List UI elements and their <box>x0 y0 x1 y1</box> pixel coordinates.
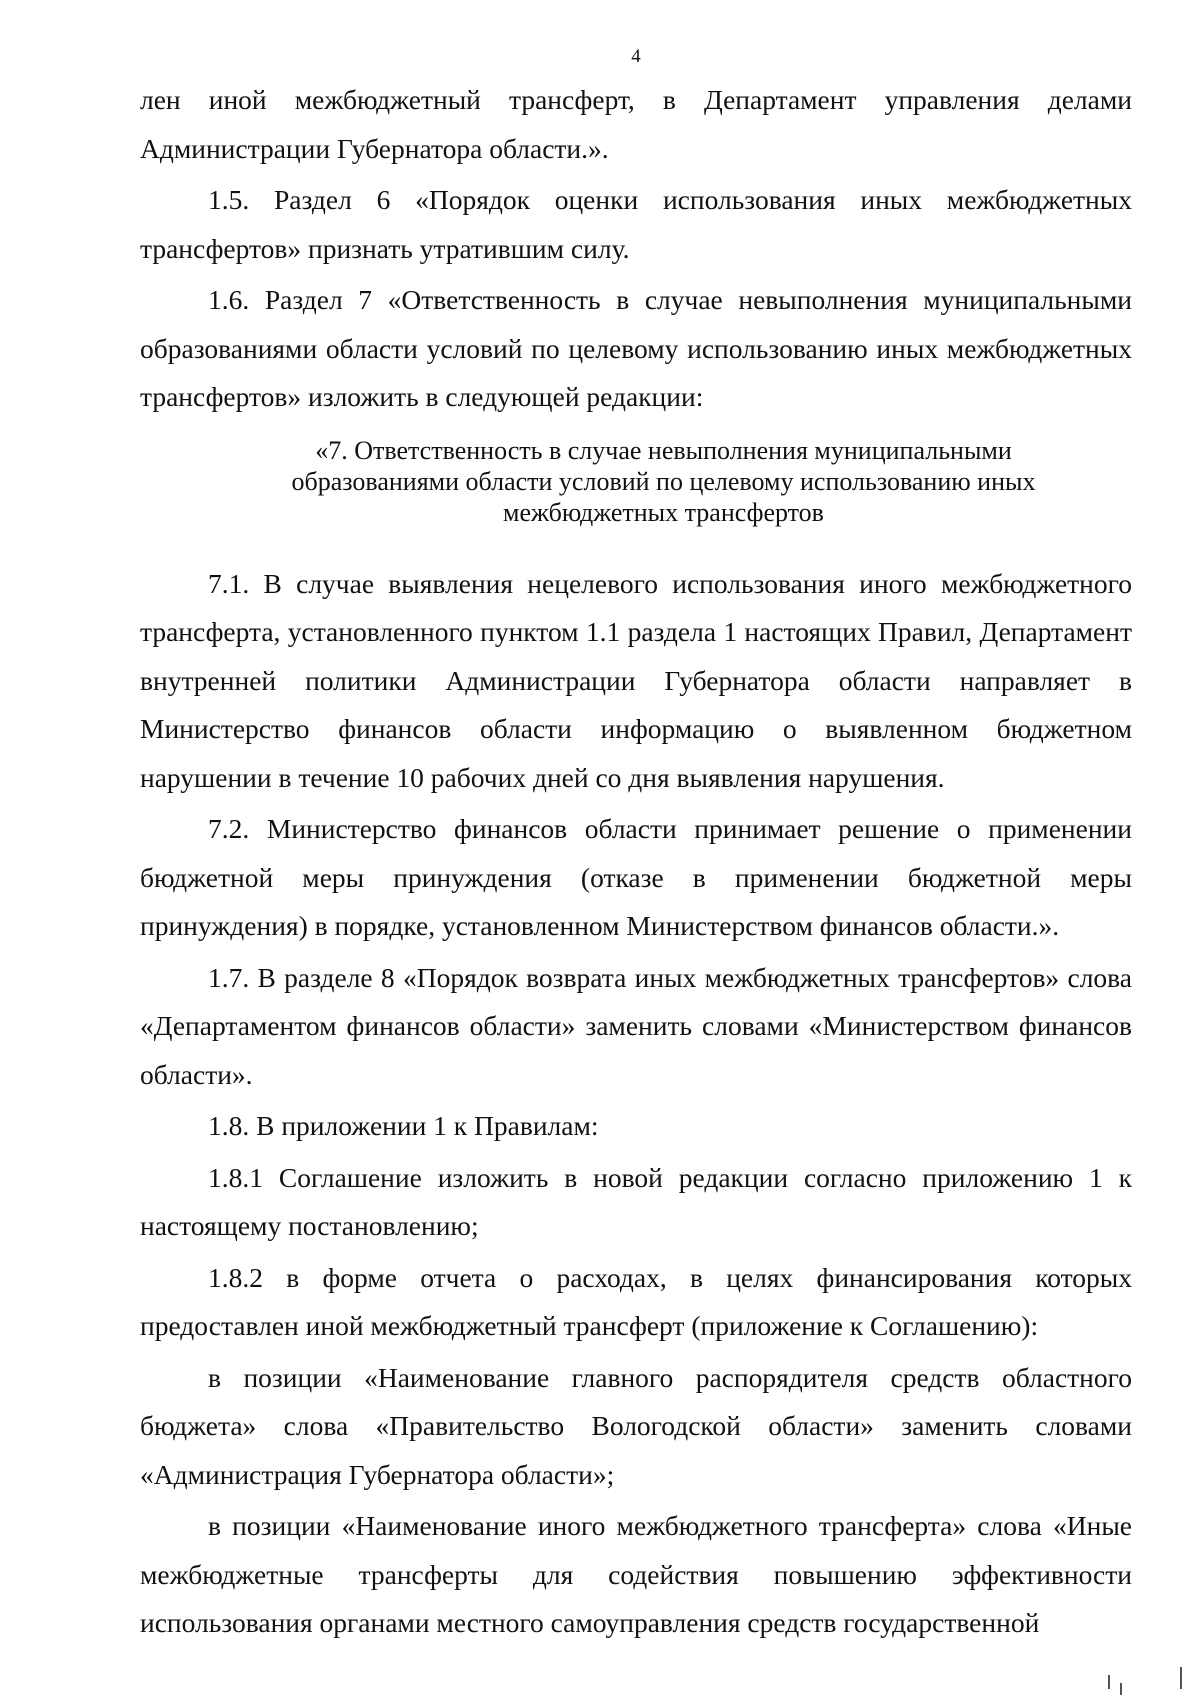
scan-mark <box>1120 1683 1122 1695</box>
paragraph-1-8: 1.8. В приложении 1 к Правилам: <box>208 1110 599 1141</box>
scan-mark <box>1108 1675 1110 1689</box>
paragraph-position-2: в позиции «Наименование иного межбюджетного трансферта» слова «Иные межбюджетные трансферты для содействия повышению эффективности использования органами местного самоуправления средств государственной <box>140 1510 1132 1638</box>
paragraph-1-8-1: 1.8.1 Соглашение изложить в новой редакции согласно приложению 1 к настоящему постановлению; <box>140 1161 1132 1241</box>
document-body <box>140 76 1132 1648</box>
paragraph-7-1: 7.1. В случае выявления нецелевого использования иного межбюджетного трансферта, установленного пунктом 1.1 раздела 1 настоящих Правил, Департамент внутренней политики Администрации Губернатора области направляет в Министерство финансов области информацию о выявленном бюджетном нарушении в течение 10 рабочих дней со дня выявления нарушения. <box>140 567 1132 793</box>
paragraph-continuation: лен иной межбюджетный трансферт, в Департамент управления делами Администрации Губернатора области.». <box>140 84 1132 164</box>
page-number: 4 <box>631 46 641 67</box>
paragraph-1-7: 1.7. В разделе 8 «Порядок возврата иных межбюджетных трансфертов» слова «Департаментом финансов области» заменить словами «Министерством финансов области». <box>140 961 1132 1090</box>
scan-mark <box>1180 1667 1182 1689</box>
paragraph-1-5: 1.5. Раздел 6 «Порядок оценки использования иных межбюджетных трансфертов» признать утратившим силу. <box>140 184 1132 264</box>
paragraph-7-2: 7.2. Министерство финансов области принимает решение о применении бюджетной меры принуждения (отказе в применении бюджетной меры принуждения) в порядке, установленном Министерством финансов области.». <box>140 813 1132 941</box>
section-7-heading: «7. Ответственность в случае невыполнения муниципальными образованиями области условий по целевому использованию иных межбюджетных трансфертов <box>291 435 1036 527</box>
paragraph-1-6: 1.6. Раздел 7 «Ответственность в случае невыполнения муниципальными образованиями области условий по целевому использованию иных межбюджетных трансфертов» изложить в следующей редакции: <box>140 284 1132 412</box>
paragraph-position-1: в позиции «Наименование главного распорядителя средств областного бюджета» слова «Правительство Вологодской области» заменить словами «Администрация Губернатора области»; <box>140 1361 1132 1490</box>
paragraph-1-8-2: 1.8.2 в форме отчета о расходах, в целях финансирования которых предоставлен иной межбюджетный трансферт (приложение к Соглашению): <box>140 1261 1132 1341</box>
